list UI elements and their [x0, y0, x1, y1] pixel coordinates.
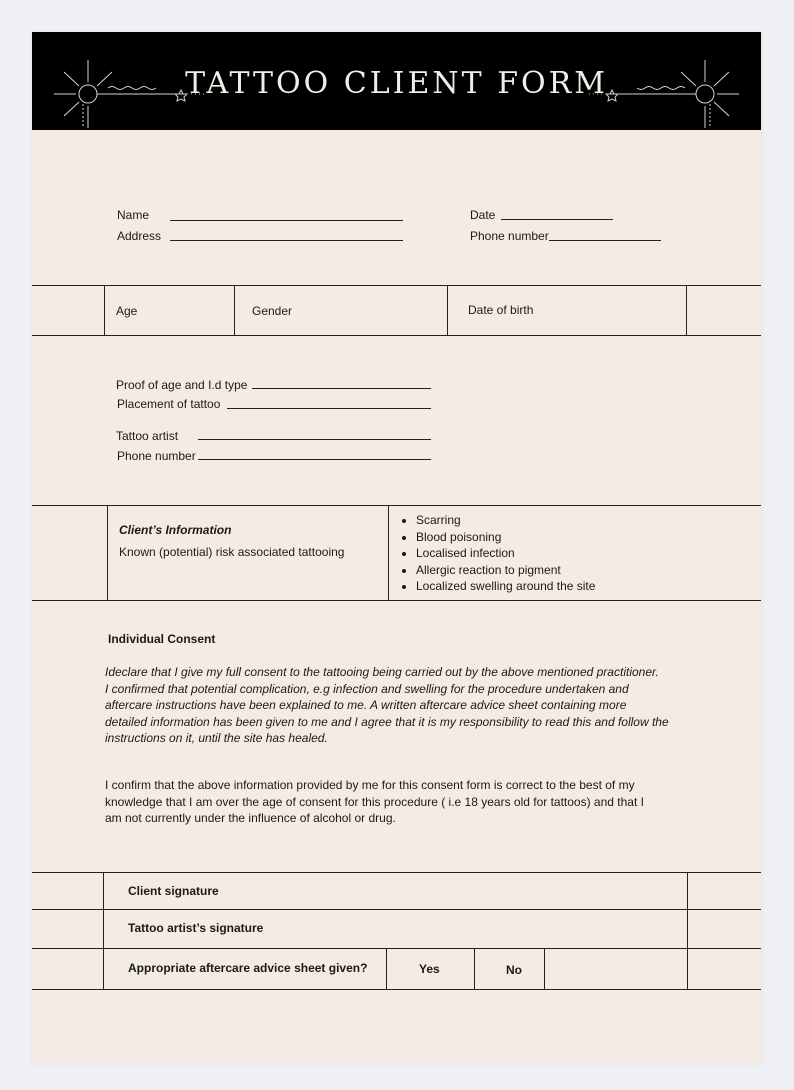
cell-divider [474, 948, 475, 989]
client-info-heading: Client’s Information [119, 523, 232, 537]
proof-of-age-label: Proof of age and I.d type [116, 378, 248, 392]
cell-divider [447, 285, 448, 335]
list-item: • Allergic reaction to pigment [416, 562, 595, 579]
address-field[interactable] [170, 240, 403, 241]
list-item: • Localized swelling around the site [416, 578, 595, 595]
age-cell[interactable]: Age [116, 304, 138, 318]
name-label: Name [117, 208, 150, 222]
form-page [32, 32, 761, 1063]
sunburst-ornament-right-icon [585, 52, 745, 132]
cell-divider [386, 948, 387, 989]
tattoo-artist-field[interactable] [198, 439, 431, 440]
cell-divider [234, 285, 235, 335]
row-divider [32, 505, 761, 506]
aftercare-question: Appropriate aftercare advice sheet given? [128, 961, 368, 975]
row-divider [32, 600, 761, 601]
text-line: I confirmed that potential complication, e.g infection and swelling for the procedure undertaken and [105, 681, 629, 696]
gender-cell[interactable]: Gender [252, 304, 293, 318]
row-divider [32, 872, 761, 873]
cell-divider [388, 505, 389, 600]
client-signature-field[interactable]: Client signature [128, 884, 219, 898]
text-line: instructions on it, until the site has healed. [105, 731, 328, 746]
cell-divider [687, 872, 688, 989]
cell-divider [107, 505, 108, 600]
yes-option[interactable]: Yes [419, 962, 440, 976]
row-divider [32, 335, 761, 336]
cell-divider [544, 948, 545, 989]
consent-heading: Individual Consent [108, 632, 216, 646]
date-label: Date [470, 208, 496, 222]
row-divider [32, 285, 761, 286]
list-item: • Scarring [416, 512, 595, 529]
row-divider [32, 989, 761, 990]
text-line: am not currently under the influence of alcohol or drug. [105, 811, 396, 826]
proof-of-age-field[interactable] [252, 388, 431, 389]
phone-field[interactable] [549, 240, 661, 241]
form-title: TATTOO CLIENT FORM [185, 66, 608, 101]
risk-description: Known (potential) risk associated tattooing [119, 545, 345, 559]
row-divider [32, 909, 761, 910]
cell-divider [103, 872, 104, 989]
cell-divider [104, 285, 105, 335]
text-line: I confirm that the above information provided by me for this consent form is correct to the best of my [105, 778, 635, 792]
list-item: • Localised infection [416, 545, 595, 562]
tattoo-artist-label: Tattoo artist [116, 429, 179, 443]
text-line: aftercare instructions have been explained to me. A written aftercare advice sheet containing more [105, 698, 627, 713]
risk-list [398, 512, 595, 595]
phone-label: Phone number [470, 229, 549, 243]
text-line: detailed information has been given to me and I agree that it is my responsibility to read this and follow the [105, 714, 669, 729]
list-item: • Blood poisoning [416, 529, 595, 546]
row-divider [32, 948, 761, 949]
no-option[interactable]: No [506, 963, 522, 977]
address-label: Address [117, 229, 162, 243]
name-field[interactable] [170, 220, 403, 221]
artist-phone-field[interactable] [198, 459, 431, 460]
dob-cell[interactable]: Date of birth [468, 303, 534, 317]
text-line: Ideclare that I give my full consent to the tattooing being carried out by the above mentioned practitioner. [105, 665, 659, 679]
placement-label: Placement of tattoo [117, 397, 221, 411]
placement-field[interactable] [227, 408, 431, 409]
artist-phone-label: Phone number [117, 449, 196, 463]
date-field[interactable] [501, 219, 613, 220]
declaration-paragraph [105, 664, 745, 747]
cell-divider [686, 285, 687, 335]
artist-signature-field[interactable]: Tattoo artist’s signature [128, 921, 264, 935]
text-line: knowledge that I am over the age of consent for this procedure ( i.e 18 years old for tattoos) and that I [105, 794, 644, 809]
header-banner [32, 32, 761, 130]
confirmation-paragraph [105, 777, 745, 827]
